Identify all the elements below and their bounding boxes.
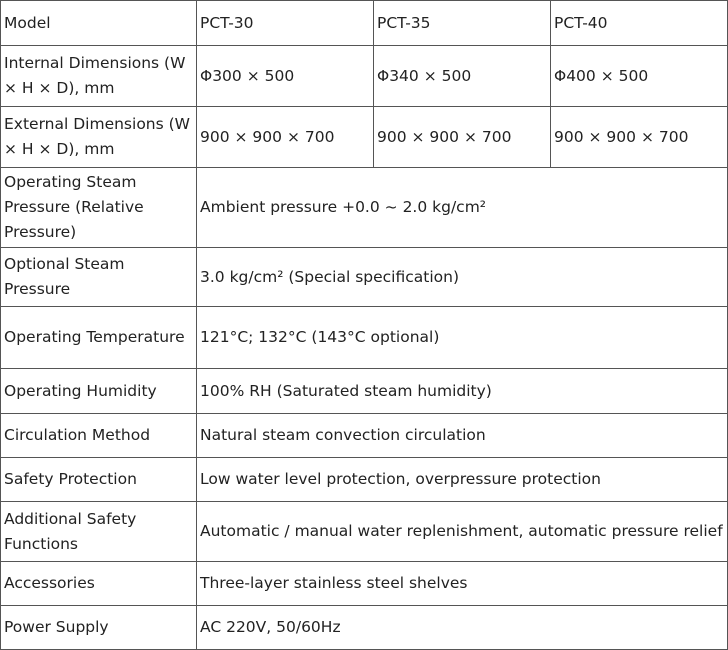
row-label: Operating Humidity: [1, 369, 197, 414]
row-label: Operating Temperature: [1, 307, 197, 369]
row-label: Circulation Method: [1, 414, 197, 458]
model-cell: PCT-30: [197, 1, 374, 46]
table-row-circulation-method: [1, 414, 728, 458]
table-row-power-supply: [1, 606, 728, 650]
value-cell: Φ400 × 500: [551, 46, 728, 107]
value-cell: Φ300 × 500: [197, 46, 374, 107]
row-label: Power Supply: [1, 606, 197, 650]
table-row-accessories: [1, 562, 728, 606]
value-cell: Natural steam convection circulation: [197, 414, 728, 458]
row-label: Internal Dimensions (W × H × D), mm: [1, 46, 197, 107]
table-row-additional-safety-functions: [1, 502, 728, 562]
row-label: Model: [1, 1, 197, 46]
value-cell: 900 × 900 × 700: [197, 107, 374, 168]
value-cell: Low water level protection, overpressure protection: [197, 458, 728, 502]
value-cell: Ambient pressure +0.0 ~ 2.0 kg/cm²: [197, 168, 728, 248]
value-cell: AC 220V, 50/60Hz: [197, 606, 728, 650]
model-cell: PCT-40: [551, 1, 728, 46]
value-cell: Φ340 × 500: [374, 46, 551, 107]
table-row-external-dimensions: [1, 107, 728, 168]
table-row-operating-temperature: [1, 307, 728, 369]
value-cell: 100% RH (Saturated steam humidity): [197, 369, 728, 414]
table-row-internal-dimensions: [1, 46, 728, 107]
value-cell: 3.0 kg/cm² (Special specification): [197, 248, 728, 307]
row-label: Optional Steam Pressure: [1, 248, 197, 307]
value-cell: 900 × 900 × 700: [374, 107, 551, 168]
row-label: Accessories: [1, 562, 197, 606]
table-row-operating-steam-pressure: [1, 168, 728, 248]
table-row-model: [1, 1, 728, 46]
value-cell: 121°C; 132°C (143°C optional): [197, 307, 728, 369]
row-label: Operating Steam Pressure (Relative Pressure): [1, 168, 197, 248]
row-label: Safety Protection: [1, 458, 197, 502]
table-row-optional-steam-pressure: [1, 248, 728, 307]
model-cell: PCT-35: [374, 1, 551, 46]
row-label: Additional Safety Functions: [1, 502, 197, 562]
value-cell: 900 × 900 × 700: [551, 107, 728, 168]
value-cell: Automatic / manual water replenishment, automatic pressure relief: [197, 502, 728, 562]
value-cell: Three-layer stainless steel shelves: [197, 562, 728, 606]
row-label: External Dimensions (W × H × D), mm: [1, 107, 197, 168]
table-row-operating-humidity: [1, 369, 728, 414]
table-row-safety-protection: [1, 458, 728, 502]
